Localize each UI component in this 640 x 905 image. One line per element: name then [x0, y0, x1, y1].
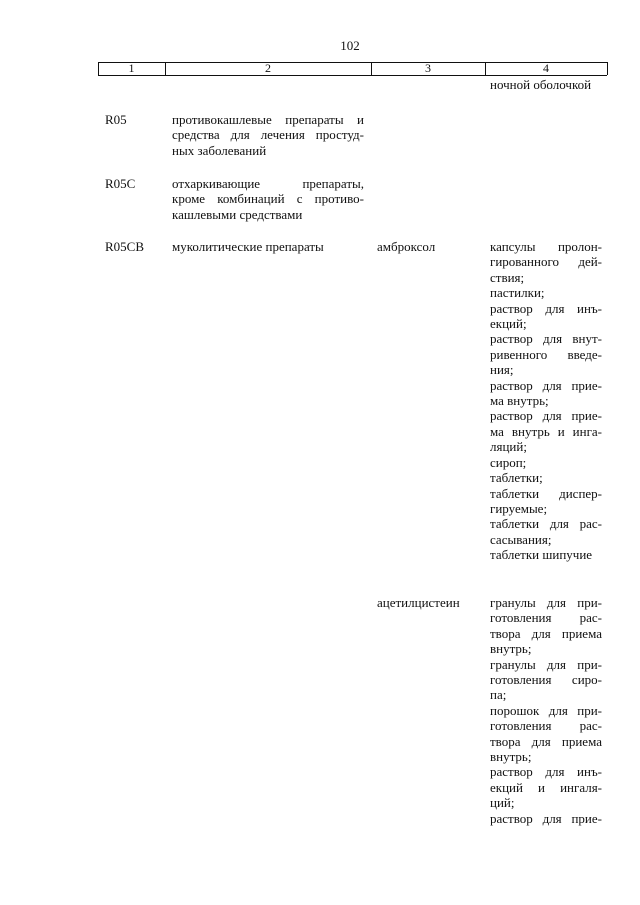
- header-divider: [607, 62, 608, 75]
- form-line: таблетки шипучие: [490, 547, 593, 563]
- form-line: сироп;: [490, 454, 527, 470]
- form-line: раствор для прие-: [490, 408, 602, 424]
- form-line: раствор для прие-: [490, 810, 602, 826]
- form-line: капсулы пролон-: [490, 239, 602, 254]
- column-header-1: 1: [128, 61, 135, 75]
- form-line: ривенного введе-: [490, 346, 602, 362]
- form-line: ния;: [490, 362, 514, 378]
- form-line: ляций;: [490, 439, 527, 455]
- form-line: ма внутрь и инга-: [490, 423, 602, 439]
- drug-name-ambroxol: амброксол: [377, 239, 436, 254]
- form-line: гированного дей-: [490, 254, 602, 270]
- form-line: внутрь;: [490, 641, 532, 657]
- form-line: ций;: [490, 795, 515, 811]
- continuation-text: ночной оболочкой: [490, 77, 592, 92]
- column-header-2: 2: [265, 61, 271, 75]
- form-line: порошок для при-: [490, 702, 602, 718]
- page-number: 102: [340, 38, 360, 53]
- dosage-forms-ambroxol: [490, 239, 602, 563]
- description-r05: [172, 112, 364, 158]
- form-line: раствор для инъ-: [490, 300, 602, 316]
- form-line: раствор для инъ-: [490, 764, 602, 780]
- form-line: таблетки диспер-: [490, 485, 602, 501]
- desc-line: противокашлевые препараты и: [172, 112, 364, 127]
- description-r05cb: [172, 239, 364, 254]
- form-line: па;: [490, 687, 507, 703]
- form-line: пастилки;: [490, 285, 545, 301]
- desc-line: кашлевыми средствами: [172, 206, 303, 222]
- form-line: гируемые;: [490, 500, 548, 516]
- form-line: твора для приема: [490, 733, 602, 749]
- form-line: ствия;: [490, 269, 525, 285]
- table-header-bottom-rule: [98, 75, 607, 76]
- form-line: готовления сиро-: [490, 672, 602, 688]
- drug-name-acetylcysteine: ацетилцистеин: [377, 595, 460, 610]
- form-line: твора для приема: [490, 625, 602, 641]
- atc-code-r05c: R05C: [105, 176, 136, 191]
- form-line: раствор для внут-: [490, 331, 602, 347]
- form-line: сасывания;: [490, 531, 552, 547]
- continuation-cell: [490, 77, 602, 92]
- desc-line: кроме комбинаций с противо-: [172, 191, 364, 207]
- atc-code-r05cb: R05CB: [105, 239, 145, 254]
- form-line: екций;: [490, 316, 527, 332]
- form-line: ма внутрь;: [490, 393, 549, 409]
- desc-line: муколитические препараты: [172, 239, 324, 254]
- form-line: таблетки;: [490, 470, 543, 486]
- form-line: готовления рас-: [490, 610, 602, 626]
- dosage-forms-acetylcysteine: [490, 595, 602, 826]
- form-line: гранулы для при-: [490, 656, 602, 672]
- form-line: готовления рас-: [490, 718, 602, 734]
- form-line: раствор для прие-: [490, 377, 602, 393]
- desc-line: отхаркивающие препараты,: [172, 176, 364, 191]
- description-r05c: [172, 176, 364, 222]
- desc-line: средства для лечения простуд-: [172, 127, 364, 143]
- form-line: екций и ингаля-: [490, 779, 602, 795]
- column-header-3: 3: [425, 61, 431, 75]
- form-line: таблетки для рас-: [490, 516, 602, 532]
- form-line: внутрь;: [490, 749, 532, 765]
- atc-code-r05: R05: [105, 112, 127, 127]
- desc-line: ных заболеваний: [172, 142, 267, 158]
- form-line: гранулы для при-: [490, 595, 602, 610]
- column-header-4: 4: [543, 61, 549, 75]
